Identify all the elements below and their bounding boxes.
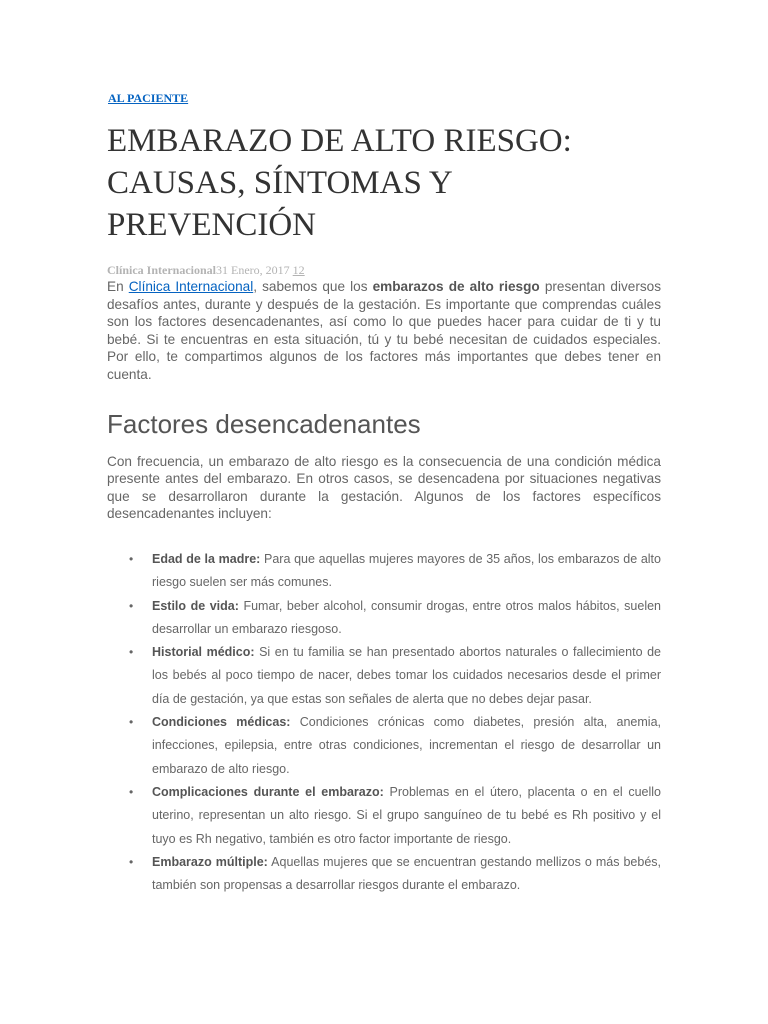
document-page xyxy=(107,88,661,897)
byline xyxy=(107,263,661,278)
factors-list xyxy=(107,548,661,897)
bullet-icon: • xyxy=(129,715,134,730)
intro-bold-term: embarazos de alto riesgo xyxy=(372,279,540,294)
list-item xyxy=(107,641,661,711)
factor-label: Historial médico: xyxy=(152,645,255,660)
intro-paragraph xyxy=(107,278,661,384)
list-item xyxy=(107,548,661,595)
article-title: EMBARAZO DE ALTO RIESGO: CAUSAS, SÍNTOMAS Y PREVENCIÓN xyxy=(107,123,572,243)
factor-text: Si en tu familia se han presentado abortos naturales o fallecimiento de los bebés al poco tiempo de nacer, debes tomar los cuidados necesarios desde el primer día de gestación, ya que estas son señales de alerta que no debes dejar pasar. xyxy=(152,645,661,706)
factor-text: Problemas en el útero, placenta o en el cuello uterino, representan un alto riesgo. Si el grupo sanguíneo de tu bebé es Rh positivo y el tuyo es Rh negativo, también es otro factor importante de riesgo. xyxy=(152,784,662,846)
factor-text: Fumar, beber alcohol, consumir drogas, entre otros malos hábitos, suelen desarrollar un embarazo riesgoso. xyxy=(152,598,661,636)
list-item xyxy=(107,595,661,642)
section-paragraph: Con frecuencia, un embarazo de alto riesgo es la consecuencia de una condición médica presente antes del embarazo. En otros casos, se desencadena por situaciones negativas que se desarrollaron durante la gestación. Algunos de los factores específicos desencadenantes incluyen: xyxy=(107,453,661,522)
list-item xyxy=(107,851,661,898)
bullet-icon: • xyxy=(129,598,134,613)
intro-post: presentan diversos desafíos antes, durante y después de la gestación. Es importante que comprendas cuáles son los factores desencadenantes, así como lo que puedes hacer para cuidar de ti y tu bebé. Si te encuentras en esta situación, tú y tu bebé necesitan de cuidados especiales. Por ello, te compartimos algunos de los factores más importantes que debes tener en cuenta. xyxy=(107,279,662,382)
intro-mid: , sabemos que los xyxy=(253,279,373,294)
category-link[interactable]: AL PACIENTE xyxy=(108,91,189,105)
bullet-icon: • xyxy=(129,551,134,566)
factor-label: Embarazo múltiple: xyxy=(152,854,268,869)
factor-text: Aquellas mujeres que se encuentran gestando mellizos o más bebés, también son propensas a desarrollar riesgos durante el embarazo. xyxy=(152,854,662,893)
list-item xyxy=(107,711,661,781)
factor-text: Para que aquellas mujeres mayores de 35 años, los embarazos de alto riesgo suelen ser más comunes. xyxy=(152,551,661,590)
byline-date: 31 Enero, 2017 xyxy=(216,263,290,277)
list-item xyxy=(107,781,661,851)
byline-author[interactable]: Clínica Internacional xyxy=(107,263,217,277)
section-heading: Factores desencadenantes xyxy=(107,408,421,439)
intro-pre: En xyxy=(107,279,129,294)
factor-label: Edad de la madre: xyxy=(152,551,261,566)
bullet-icon: • xyxy=(129,854,134,869)
bullet-icon: • xyxy=(129,645,134,660)
factor-label: Complicaciones durante el embarazo: xyxy=(152,784,384,799)
clinic-link[interactable]: Clínica Internacional xyxy=(128,279,254,294)
factor-label: Condiciones médicas: xyxy=(152,715,291,730)
byline-comments-count[interactable]: 12 xyxy=(292,263,305,277)
factor-label: Estilo de vida: xyxy=(152,598,239,613)
factor-text: Condiciones crónicas como diabetes, presión alta, anemia, infecciones, epilepsia, entre otras condiciones, incrementan el riesgo de desarrollar un embarazo de alto riesgo. xyxy=(152,715,661,776)
bullet-icon: • xyxy=(129,784,134,799)
